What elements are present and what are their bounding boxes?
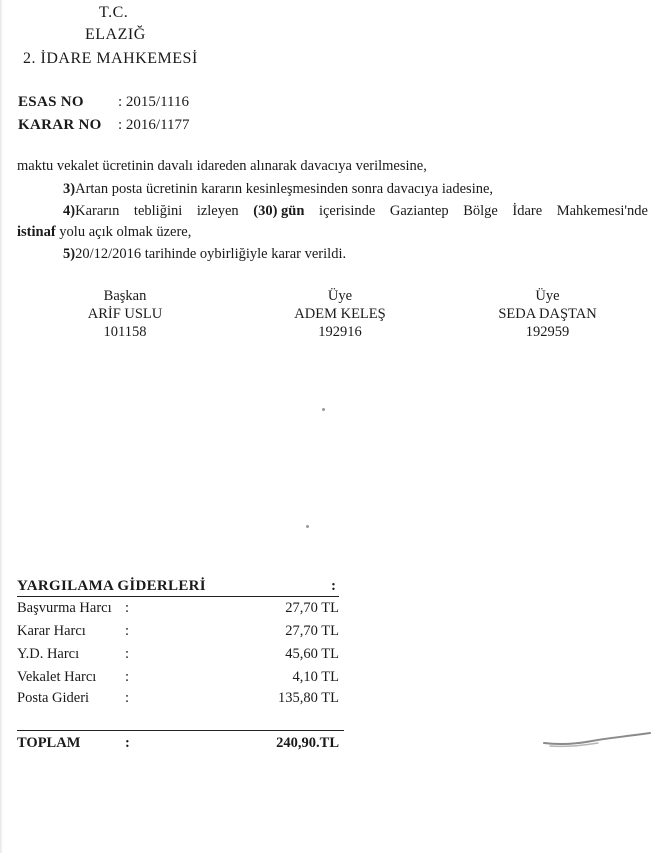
cost-row [17,623,339,643]
signature-number: 192959 [525,324,570,340]
karar-no-label: KARAR NO [18,117,102,133]
signature-number: 101158 [103,324,147,340]
item-4-word: izleyen [196,203,239,219]
item-4-word: Kararın [75,203,120,219]
item-4-days: (30) gün [253,203,305,219]
costs-title: YARGILAMA GİDERLERİ [17,578,206,594]
scan-speck [306,525,309,528]
decision-item-4 [63,200,648,222]
cost-label: Başvurma Harcı [17,600,112,616]
total-label: TOPLAM [17,735,81,751]
total-value: 240,90.TL [276,735,339,751]
decision-line-1: maktu vekalet ücretinin davalı idareden alınarak davacıya verilmesine, [17,158,427,174]
karar-no-value: : 2016/1177 [118,117,190,133]
page-edge-shadow [0,0,3,853]
decision-item-5 [63,243,346,265]
item-4-word: tebliğini [133,203,183,219]
header-court-name: 2. İDARE MAHKEMESİ [23,50,198,67]
item-4-word: Gaziantep [389,203,449,219]
signature-block-member-2 [480,287,615,341]
cost-label: Vekalet Harcı [17,669,97,685]
item-3-number: 3) [63,181,76,197]
costs-top-rule [17,596,339,597]
scan-speck [322,408,325,411]
item-4-word: içerisinde [318,203,376,219]
pen-stroke-mark [540,727,655,751]
esas-no-value: : 2015/1116 [118,94,189,110]
signature-name: ARİF USLU [87,306,163,322]
signature-name: SEDA DAŞTAN [498,306,597,322]
istinaf-word: istinaf [17,224,56,240]
signature-role: Üye [327,288,353,304]
item-3-text: Artan posta ücretinin kararın kesinleşmesinden sonra davacıya iadesine, [75,181,494,197]
cost-colon: : [125,646,130,662]
decision-item-3 [63,178,493,200]
item-5-number: 5) [63,246,76,262]
signature-number: 192916 [318,324,362,340]
item-5-text: 20/12/2016 tarihinde oybirliğiyle karar verildi. [75,246,347,262]
signature-block-member-1 [275,287,405,341]
item-4-word: Bölge [463,203,498,219]
cost-label: Posta Gideri [17,690,90,706]
total-row [17,735,339,755]
cost-row [17,600,339,620]
esas-no-label: ESAS NO [18,94,84,110]
cost-value: 45,60 TL [285,646,339,662]
cost-row [17,669,339,689]
cost-label: Karar Harcı [17,623,86,639]
total-colon: : [125,735,130,751]
item-4-word: İdare [512,203,543,219]
cost-label: Y.D. Harcı [17,646,80,662]
item-4-word: Mahkemesi'nde [556,203,648,219]
header-city: ELAZIĞ [85,26,146,43]
signature-block-president [65,287,185,341]
decision-item-4-continued [17,221,191,243]
cost-value: 4,10 TL [292,669,339,685]
cost-value: 27,70 TL [285,600,339,616]
item-4-rest: yolu açık olmak üzere, [55,224,192,240]
signature-role: Üye [535,288,560,304]
signature-name: ADEM KELEŞ [294,306,386,322]
cost-colon: : [125,669,130,685]
costs-title-colon: : [331,578,336,594]
cost-value: 27,70 TL [285,623,339,639]
item-4-number: 4) [63,203,76,219]
signature-role: Başkan [103,288,147,304]
cost-row [17,690,339,710]
cost-value: 135,80 TL [278,690,339,706]
cost-colon: : [125,690,130,706]
cost-colon: : [125,623,130,639]
costs-bottom-rule [17,730,344,731]
cost-row [17,646,339,666]
header-tc: T.C. [99,4,129,21]
cost-colon: : [125,600,130,616]
